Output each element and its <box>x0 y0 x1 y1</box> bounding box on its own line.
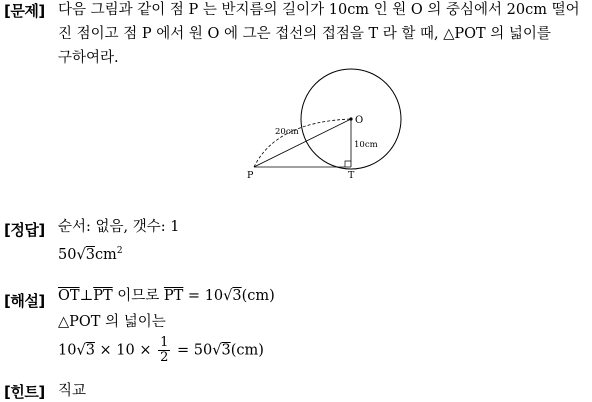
perp-symbol: ⊥ <box>79 288 94 304</box>
solution-label: [해설] <box>4 292 45 310</box>
answer-unit: cm <box>94 246 117 263</box>
solution-l3-b: × 10 × <box>94 342 157 359</box>
solution-l3-a: 10 <box>58 342 77 359</box>
solution-line-3 <box>58 336 264 365</box>
solution-line-1 <box>58 285 275 307</box>
tangent-figure <box>240 68 410 183</box>
solution-connective: 이므로 <box>112 288 164 304</box>
fraction-half <box>158 336 170 365</box>
fraction-numerator: 1 <box>160 335 169 350</box>
answer-root: 3 <box>85 246 95 263</box>
sqrt-sign: √ <box>76 342 86 359</box>
answer-coef: 50 <box>58 246 77 263</box>
hint-label: [힌트] <box>4 383 45 401</box>
problem-line-2: 진 점이고 점 P 에서 원 O 에 그은 접선의 접점을 T 라 할 때, △POT 의 넓이를 <box>58 26 551 42</box>
label-t: T <box>348 170 355 181</box>
answer-label: [정답] <box>4 221 45 239</box>
segment-po <box>254 119 351 167</box>
right-angle-mark <box>345 161 351 167</box>
center-point <box>349 117 352 120</box>
sqrt-sign: √ <box>76 246 86 263</box>
answer-line-1: 순서: 없음, 갯수: 1 <box>58 219 180 235</box>
solution-root-3: 3 <box>221 342 231 359</box>
solution-unit-2: (cm) <box>230 342 264 359</box>
hint-text: 직교 <box>58 383 87 399</box>
solution-l3-c: = 50 <box>172 342 213 359</box>
answer-line-2 <box>58 240 123 266</box>
problem-line-1: 다음 그림과 같이 점 P 는 반지름의 길이가 10cm 인 원 O 의 중심에서 20cm 떨어 <box>58 2 580 18</box>
sqrt-sign: √ <box>223 288 233 304</box>
segment-ot-text: $\overline{OT}$ <box>58 288 80 304</box>
label-po-length: 20cm <box>275 127 299 137</box>
solution-root-1: 3 <box>232 288 242 304</box>
solution-root-2: 3 <box>85 342 95 359</box>
answer-exponent: 2 <box>116 246 123 256</box>
label-p: P <box>247 170 254 181</box>
label-o: O <box>355 115 364 126</box>
segment-pt-text: $\overline{PT}$ <box>93 288 113 304</box>
fraction-denominator: 2 <box>160 350 169 365</box>
segment-pt-text-2: $\overline{PT}$ <box>163 288 184 304</box>
solution-equals: = 10 <box>183 288 224 304</box>
problem-line-3: 구하여라. <box>58 50 119 66</box>
solution-unit-1: (cm) <box>241 288 275 304</box>
sqrt-sign: √ <box>212 342 222 359</box>
problem-label: [문제] <box>4 2 45 20</box>
solution-line-2: △POT 의 넓이는 <box>58 314 166 330</box>
label-ot-length: 10cm <box>354 140 378 150</box>
